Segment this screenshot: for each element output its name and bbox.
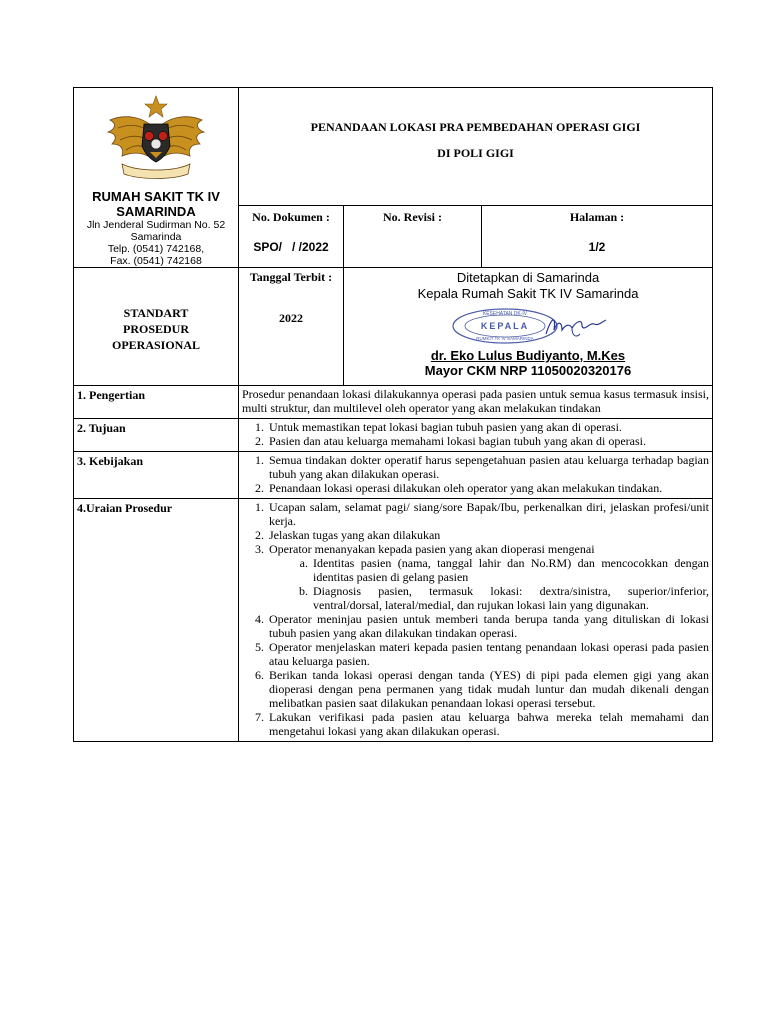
kebijakan-cell — [239, 452, 713, 499]
army-emblem-logo — [104, 94, 208, 184]
spo-table — [73, 87, 713, 742]
no-dokumen-value: SPO/ / /2022 — [253, 240, 329, 255]
spo-label-cell — [74, 268, 239, 386]
no-revisi-label: No. Revisi : — [383, 210, 442, 225]
halaman-label: Halaman : — [569, 210, 625, 225]
list-item: 1. Semua tindakan dokter operatif harus sepengetahuan pasien atau keluarga terhadap bagian tubuh yang akan dilakukan operasi. — [267, 453, 709, 481]
hospital-address-fax: Fax. (0541) 742168 — [110, 255, 202, 267]
list-item: 2. Penandaan lokasi operasi dilakukan oleh operator yang akan melakukan tindakan. — [267, 481, 709, 495]
tujuan-label: 2. Tujuan — [74, 419, 239, 452]
document-title-line2: DI POLI GIGI — [437, 146, 514, 160]
no-dokumen-cell — [239, 206, 344, 268]
signer-rank: Mayor CKM NRP 11050020320176 — [424, 363, 632, 378]
list-item — [267, 542, 709, 612]
hospital-address-phone: Telp. (0541) 742168, — [107, 243, 205, 255]
stamp-center-text: KEPALA — [480, 321, 530, 331]
document-title-line1: PENANDAAN LOKASI PRA PEMBEDAHAN OPERASI GIGI — [310, 120, 641, 134]
list-item: 5. Operator menjelaskan materi kepada pasien tentang penandaan lokasi operasi pada pasien atau keluarga pasien. — [267, 640, 709, 668]
sub-list-item: a. Identitas pasien (nama, tanggal lahir dan No.RM) dan mencocokkan dengan identitas pasien di gelang pasien — [311, 556, 709, 584]
no-revisi-cell — [344, 206, 482, 268]
list-item: 2. Jelaskan tugas yang akan dilakukan — [267, 528, 709, 542]
tanggal-terbit-label: Tanggal Terbit : — [249, 270, 333, 284]
ditetapkan-line2: Kepala Rumah Sakit TK IV Samarinda — [417, 286, 639, 301]
list-item: 7. Lakukan verifikasi pada pasien atau keluarga bahwa mereka telah memahami dan mengetahui lokasi yang akan dilakukan operasi. — [267, 710, 709, 738]
pengertian-text: Prosedur penandaan lokasi dilakukannya operasi pada pasien untuk semua kasus termasuk insisi, multi struktur, dan multilevel oleh operator yang akan melakukan tindakan — [239, 386, 713, 419]
document-title-cell — [239, 88, 713, 206]
pengertian-label: 1. Pengertian — [74, 386, 239, 419]
list-item: 6. Berikan tanda lokasi operasi dengan tanda (YES) di pipi pada elemen gigi yang akan dioperasi dengan pena permanen yang tidak mudah luntur dan mudah dikenali dengan melibatkan pasien saat dilakukan penandaan lokasi operasi tersebut. — [267, 668, 709, 710]
spo-document — [73, 87, 712, 742]
tujuan-cell — [239, 419, 713, 452]
hospital-address-street: Jln Jenderal Sudirman No. 52 Samarinda — [86, 219, 226, 243]
list-item-text: Operator menanyakan kepada pasien yang akan dioperasi mengenai — [269, 542, 595, 556]
halaman-cell — [482, 206, 713, 268]
tanggal-terbit-value: 2022 — [279, 311, 303, 325]
uraian-label: 4.Uraian Prosedur — [74, 499, 239, 742]
hospital-name-line1: RUMAH SAKIT TK IV — [92, 189, 220, 204]
stamp-signature-area — [344, 302, 712, 348]
ditetapkan-cell — [344, 268, 713, 386]
signer-name: dr. Eko Lulus Budiyanto, M.Kes — [430, 348, 626, 363]
list-item: 1. Untuk memastikan tepat lokasi bagian tubuh pasien yang akan di operasi. — [267, 420, 709, 434]
ditetapkan-line1: Ditetapkan di Samarinda — [456, 270, 600, 285]
hospital-name-line2: SAMARINDA — [116, 204, 196, 219]
kebijakan-label: 3. Kebijakan — [74, 452, 239, 499]
stamp-bottom-text: RUMKIT TK IV SAMARINDA — [476, 336, 534, 341]
spo-label: STANDART PROSEDUR OPERASIONAL — [111, 306, 200, 352]
stamp-top-text: KESEHATAN DK-IV — [482, 311, 528, 317]
uraian-cell — [239, 499, 713, 742]
tanggal-terbit-cell — [239, 268, 344, 386]
list-item: 4. Operator meninjau pasien untuk memberi tanda berupa tanda yang dituliskan di lokasi tubuh pasien yang akan dilakukan tindakan operasi. — [267, 612, 709, 640]
sub-list-item: b. Diagnosis pasien, termasuk lokasi: dextra/sinistra, superior/inferior, ventral/dorsal, lateral/medial, dan rujukan lokasi lain yang digunakan. — [311, 584, 709, 612]
no-dokumen-label: No. Dokumen : — [252, 210, 330, 225]
halaman-value: 1/2 — [588, 240, 606, 255]
list-item: 2. Pasien dan atau keluarga memahami lokasi bagian tubuh yang akan di operasi. — [267, 434, 709, 448]
hospital-info-cell — [74, 88, 239, 268]
list-item: 1. Ucapan salam, selamat pagi/ siang/sore Bapak/Ibu, perkenalkan diri, jelaskan profesi/unit kerja. — [267, 500, 709, 528]
signature — [542, 312, 612, 342]
